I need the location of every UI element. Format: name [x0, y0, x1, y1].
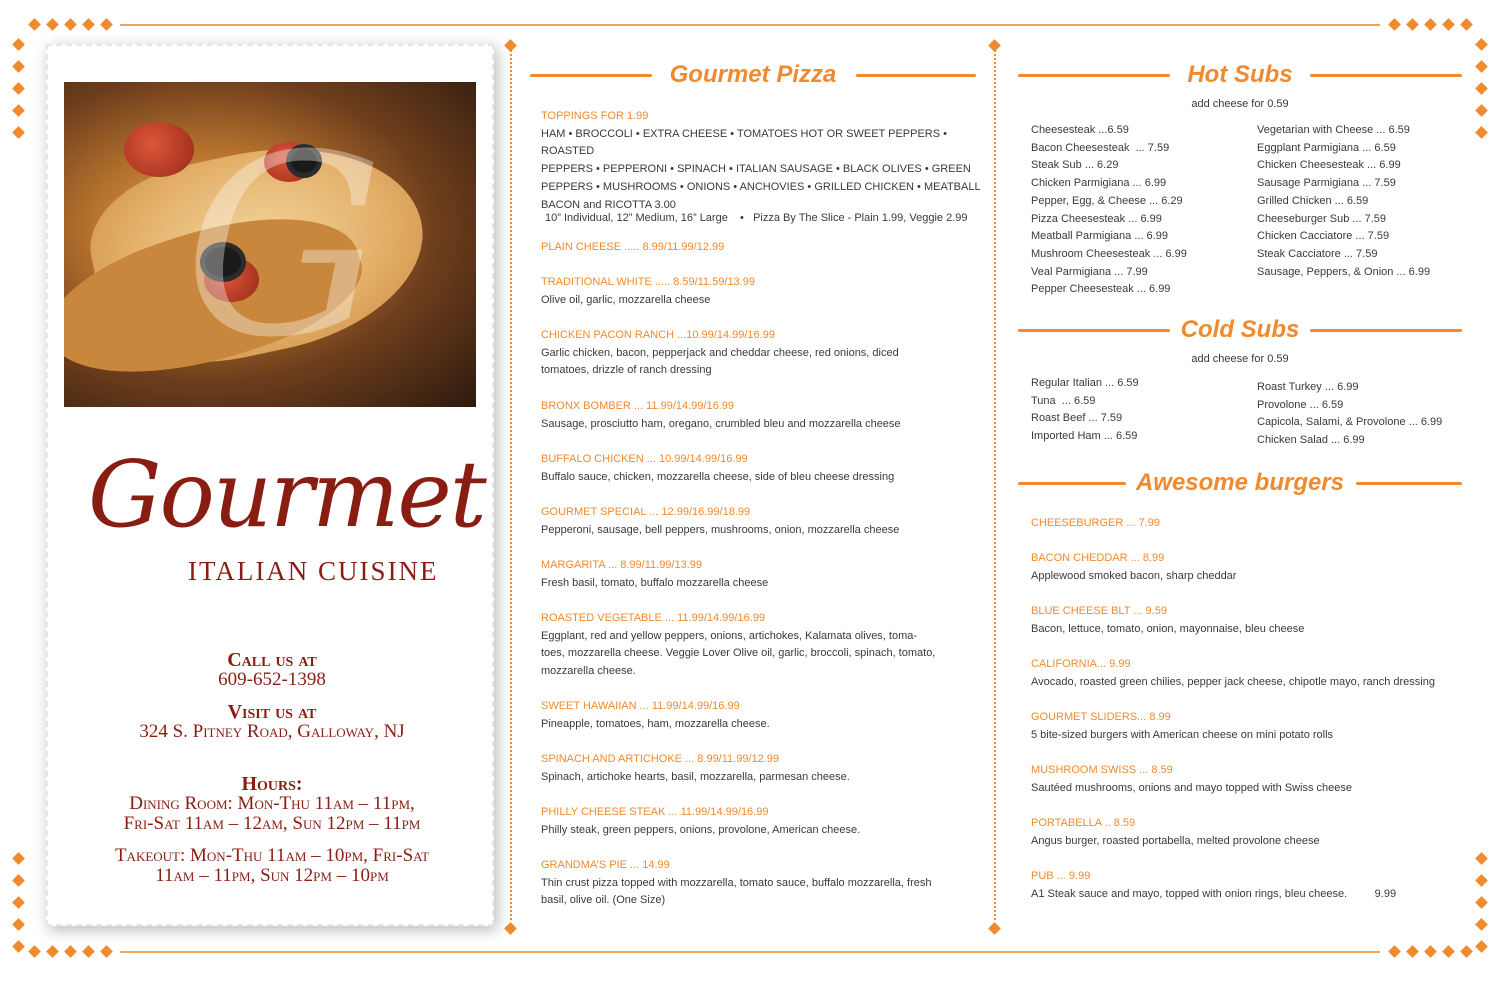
hot-sub-list-item: Sausage Parmigiana ... 7.59 [1257, 177, 1396, 190]
pizza-item [541, 557, 981, 592]
hot-sub-list-item: Veal Parmigiana ... 7.99 [1031, 265, 1148, 278]
phone-number[interactable]: 609-652-1398 [218, 669, 326, 690]
hot-sub-list-item: Bacon Cheesesteak ... 7.59 [1031, 141, 1170, 154]
cold-sub-list-item: Tuna ... 6.59 [1031, 394, 1096, 407]
visit-label: Visit us at [227, 701, 317, 723]
pizza-item-description: Buffalo sauce, chicken, mozzarella cheese, side of bleu cheese dressing [541, 470, 895, 483]
diamond-ornament [82, 18, 95, 31]
cold-subs-heading: Cold Subs [1018, 317, 1462, 343]
takeout-hours-line-1: Takeout: Mon-Thu 11am – 10pm, Fri-Sat [114, 845, 430, 866]
diamond-ornament [1424, 945, 1437, 958]
hot-subs-list-left [1031, 122, 1251, 299]
hot-sub-list-item: Pepper Cheesesteak ... 6.99 [1031, 283, 1171, 296]
cold-subs-note: add cheese for 0.59 [1191, 353, 1289, 365]
pizza-item-description: mozzarella cheese. [541, 665, 636, 678]
diamond-ornament [1475, 896, 1488, 909]
pizza-item-name: TRADITIONAL WHITE ..... 8.59/11.59/13.99 [541, 276, 755, 288]
burger-item-name: GOURMET SLIDERS... 8.99 [1031, 711, 1171, 723]
burger-item [1031, 550, 1471, 585]
pizza-item-name: PLAIN CHEESE ..... 8.99/11.99/12.99 [541, 241, 725, 253]
diamond-ornament [12, 940, 25, 953]
burger-item-name: PUB ... 9.99 [1031, 870, 1091, 882]
pizza-item-name: SWEET HAWAIIAN ... 11.99/14.99/16.99 [541, 700, 740, 712]
pizza-item-description: Olive oil, garlic, mozzarella cheese [541, 293, 711, 306]
pizza-item-name: CHICKEN PACON RANCH ...10.99/14.99/16.99 [541, 329, 775, 341]
pizza-item [541, 610, 981, 681]
diamond-ornament [12, 918, 25, 931]
pizza-item-description: Spinach, artichoke hearts, basil, mozzarella, parmesan cheese. [541, 770, 850, 783]
diamond-ornament [1475, 60, 1488, 73]
cold-sub-list-item: Roast Beef ... 7.59 [1031, 412, 1123, 425]
hours-label: Hours: [241, 773, 303, 795]
cold-sub-list-item: Roast Turkey ... 6.99 [1257, 381, 1359, 393]
pizza-item-name: SPINACH AND ARTICHOKE ... 8.99/11.99/12.99 [541, 753, 780, 765]
hot-sub-list-item: Vegetarian with Cheese ... 6.59 [1257, 124, 1410, 136]
burger-item [1031, 709, 1471, 744]
pizza-item-description: Eggplant, red and yellow peppers, onions, artichokes, Kalamata olives, toma- [541, 629, 918, 642]
burger-item-name: MUSHROOM SWISS ... 8.59 [1031, 764, 1173, 776]
diamond-ornament [1460, 18, 1473, 31]
hot-sub-list-item: Meatball Parmigiana ... 6.99 [1031, 230, 1168, 243]
hot-subs-list-right [1257, 122, 1477, 281]
pizza-item-name: GRANDMA’S PIE ... 14.99 [541, 859, 670, 871]
pizza-item [541, 751, 981, 786]
burger-item [1031, 656, 1471, 691]
burger-item-name: CHEESEBURGER ... 7.99 [1031, 517, 1160, 529]
hot-sub-list-item: Chicken Cheesesteak ... 6.99 [1257, 159, 1401, 172]
hours-section [48, 774, 496, 886]
divider-middle [994, 50, 996, 920]
hot-sub-list-item: Grilled Chicken ... 6.59 [1257, 194, 1369, 207]
takeout-hours-line-2: 11am – 11pm, Sun 12pm – 10pm [155, 865, 389, 886]
hot-sub-list-item: Pepper, Egg, & Cheese ... 6.29 [1031, 194, 1183, 207]
border-bottom [120, 951, 1380, 953]
pizza-item [541, 857, 981, 910]
diamond-ornament [28, 945, 41, 958]
pizza-item-description: Fresh basil, tomato, buffalo mozzarella cheese [541, 576, 769, 589]
divider-left [510, 50, 512, 920]
cold-sub-list-item: Regular Italian ... 6.59 [1031, 377, 1139, 389]
burger-item-description: Applewood smoked bacon, sharp cheddar [1031, 569, 1237, 582]
diamond-ornament [12, 852, 25, 865]
hot-sub-list-item: Eggplant Parmigiana ... 6.59 [1257, 141, 1396, 154]
burger-item-description: 5 bite-sized burgers with American cheese on mini potato rolls [1031, 728, 1334, 741]
pizza-item [541, 451, 981, 486]
cold-sub-list-item: Chicken Salad ... 6.99 [1257, 434, 1365, 447]
toppings-line: BACON and RICOTTA 3.00 [541, 198, 676, 211]
hot-subs-note: add cheese for 0.59 [1191, 98, 1289, 110]
hot-sub-list-item: Mushroom Cheesesteak ... 6.99 [1031, 247, 1187, 260]
pizza-item-description: basil, olive oil. (One Size) [541, 894, 666, 907]
diamond-ornament [12, 874, 25, 887]
burger-item [1031, 603, 1471, 638]
pizza-item-name: BRONX BOMBER ... 11.99/14.99/16.99 [541, 400, 735, 412]
burger-item-name: BLUE CHEESE BLT ... 9.59 [1031, 605, 1167, 617]
monogram-g: G [184, 101, 384, 392]
hot-sub-list-item: Steak Cacciatore ... 7.59 [1257, 247, 1378, 260]
diamond-ornament [12, 896, 25, 909]
diamond-ornament [1475, 940, 1488, 953]
burger-item [1031, 762, 1471, 797]
diamond-ornament [12, 60, 25, 73]
diamond-ornament [1406, 945, 1419, 958]
diamond-ornament [1475, 104, 1488, 117]
divider-ornament [504, 39, 517, 52]
pizza-item [541, 398, 981, 433]
hot-sub-list-item: Cheeseburger Sub ... 7.59 [1257, 212, 1387, 225]
diamond-ornament [12, 104, 25, 117]
pizza-item-description: toes, mozzarella cheese. Veggie Lover Olive oil, garlic, broccoli, spinach, tomato, [541, 647, 936, 660]
divider-ornament [988, 922, 1001, 935]
cold-sub-list-item: Imported Ham ... 6.59 [1031, 430, 1138, 443]
call-label: Call us at [227, 649, 317, 671]
pizza-item-description: Pepperoni, sausage, bell peppers, mushrooms, onion, mozzarella cheese [541, 523, 900, 536]
divider-ornament [504, 922, 517, 935]
burger-item [1031, 815, 1471, 850]
diamond-ornament [1475, 852, 1488, 865]
pizza-item-name: MARGARITA ... 8.99/11.99/13.99 [541, 559, 703, 571]
pizza-item [541, 327, 981, 380]
pizza-heading: Gourmet Pizza [530, 62, 976, 88]
burgers-heading: Awesome burgers [1018, 470, 1462, 496]
burger-item [1031, 868, 1471, 903]
cold-sub-list-item: Capicola, Salami, & Provolone ... 6.99 [1257, 416, 1443, 429]
burger-item-description: Angus burger, roasted portabella, melted provolone cheese [1031, 834, 1320, 847]
restaurant-logo [88, 441, 485, 591]
diamond-ornament [100, 945, 113, 958]
cold-sub-list-item: Provolone ... 6.59 [1257, 398, 1344, 411]
dining-hours-line-1: Dining Room: Mon-Thu 11am – 11pm, [129, 793, 415, 814]
hot-sub-list-item: Chicken Parmigiana ... 6.99 [1031, 177, 1167, 190]
pizza-item-description: Pineapple, tomatoes, ham, mozzarella cheese. [541, 717, 770, 730]
diamond-ornament [64, 945, 77, 958]
pizza-sizes: 10” Individual, 12” Medium, 16” Large • Pizza By The Slice - Plain 1.99, Veggie 2.99 [545, 212, 968, 224]
diamond-ornament [1388, 18, 1401, 31]
diamond-ornament [1406, 18, 1419, 31]
burger-item-description: Sautéed mushrooms, onions and mayo topped with Swiss cheese [1031, 781, 1353, 794]
burger-item-name: PORTABELLA .. 8.59 [1031, 817, 1136, 829]
pizza-item-description: Philly steak, green peppers, onions, provolone, American cheese. [541, 823, 861, 836]
hot-sub-list-item: Cheesesteak ...6.59 [1031, 124, 1129, 136]
dining-hours-line-2: Fri-Sat 11am – 12am, Sun 12pm – 11pm [123, 813, 421, 834]
burger-item-description: Bacon, lettuce, tomato, onion, mayonnaise, bleu cheese [1031, 622, 1305, 635]
diamond-ornament [1475, 38, 1488, 51]
address: 324 S. Pitney Road, Galloway, NJ [139, 721, 405, 742]
logo-subtitle: ITALIAN CUISINE [188, 556, 439, 586]
hot-sub-list-item: Chicken Cacciatore ... 7.59 [1257, 230, 1390, 243]
pizza-item [541, 698, 981, 733]
pizza-item [541, 274, 981, 309]
cold-subs-list-right [1257, 379, 1477, 450]
info-card [46, 44, 494, 926]
diamond-ornament [1424, 18, 1437, 31]
diamond-ornament [1442, 945, 1455, 958]
diamond-ornament [12, 82, 25, 95]
pizza-item-description: Sausage, prosciutto ham, oregano, crumbled bleu and mozzarella cheese [541, 417, 901, 430]
toppings-label: TOPPINGS FOR 1.99 [541, 110, 649, 122]
diamond-ornament [12, 126, 25, 139]
diamond-ornament [28, 18, 41, 31]
divider-ornament [988, 39, 1001, 52]
hot-subs-heading: Hot Subs [1018, 62, 1462, 88]
pizza-photo [64, 82, 476, 407]
pizza-item [541, 239, 981, 257]
pizza-item-name: GOURMET SPECIAL ... 12.99/16.99/18.99 [541, 506, 751, 518]
burger-item-name: CALIFORNIA... 9.99 [1031, 658, 1131, 670]
burger-item-description: Avocado, roasted green chilies, pepper jack cheese, chipotle mayo, ranch dressing [1031, 675, 1435, 688]
pizza-item-name: ROASTED VEGETABLE ... 11.99/14.99/16.99 [541, 612, 765, 624]
diamond-ornament [1475, 874, 1488, 887]
hot-sub-list-item: Pizza Cheesesteak ... 6.99 [1031, 212, 1162, 225]
burger-item-name: BACON CHEDDAR ... 8.99 [1031, 552, 1165, 564]
diamond-ornament [46, 18, 59, 31]
diamond-ornament [1388, 945, 1401, 958]
diamond-ornament [64, 18, 77, 31]
pizza-item [541, 504, 981, 539]
diamond-ornament [82, 945, 95, 958]
toppings-line: HAM • BROCCOLI • EXTRA CHEESE • TOMATOES HOT OR SWEET PEPPERS • ROASTED [541, 127, 947, 158]
pizza-item-description: tomatoes, drizzle of ranch dressing [541, 364, 712, 377]
toppings-line: PEPPERS • MUSHROOMS • ONIONS • ANCHOVIES • GRILLED CHICKEN • MEATBALL [541, 180, 981, 193]
toppings-line: PEPPERS • PEPPERONI • SPINACH • ITALIAN SAUSAGE • BLACK OLIVES • GREEN [541, 163, 971, 176]
diamond-ornament [12, 38, 25, 51]
diamond-ornament [1475, 126, 1488, 139]
burger-item-description: A1 Steak sauce and mayo, topped with onion rings, bleu cheese. 9.99 [1031, 887, 1397, 900]
diamond-ornament [100, 18, 113, 31]
hot-sub-list-item: Steak Sub ... 6.29 [1031, 159, 1119, 172]
cold-subs-list-left [1031, 375, 1251, 446]
pizza-item-description: Garlic chicken, bacon, pepperjack and cheddar cheese, red onions, diced [541, 346, 899, 359]
pizza-item-name: PHILLY CHEESE STEAK ... 11.99/14.99/16.99 [541, 806, 769, 818]
pizza-item [541, 804, 981, 839]
diamond-ornament [46, 945, 59, 958]
logo-wordmark: Gourmet [88, 441, 485, 548]
call-section [48, 650, 496, 690]
burger-item [1031, 515, 1471, 533]
diamond-ornament [1475, 918, 1488, 931]
diamond-ornament [1442, 18, 1455, 31]
pizza-item-name: BUFFALO CHICKEN ... 10.99/14.99/16.99 [541, 453, 748, 465]
pizza-toppings [541, 108, 981, 214]
diamond-ornament [1460, 945, 1473, 958]
visit-section [48, 702, 496, 742]
border-top [120, 24, 1380, 26]
hot-sub-list-item: Sausage, Peppers, & Onion ... 6.99 [1257, 265, 1431, 278]
pizza-item-description: Thin crust pizza topped with mozzarella, tomato sauce, buffalo mozzarella, fresh [541, 876, 932, 889]
diamond-ornament [1475, 82, 1488, 95]
